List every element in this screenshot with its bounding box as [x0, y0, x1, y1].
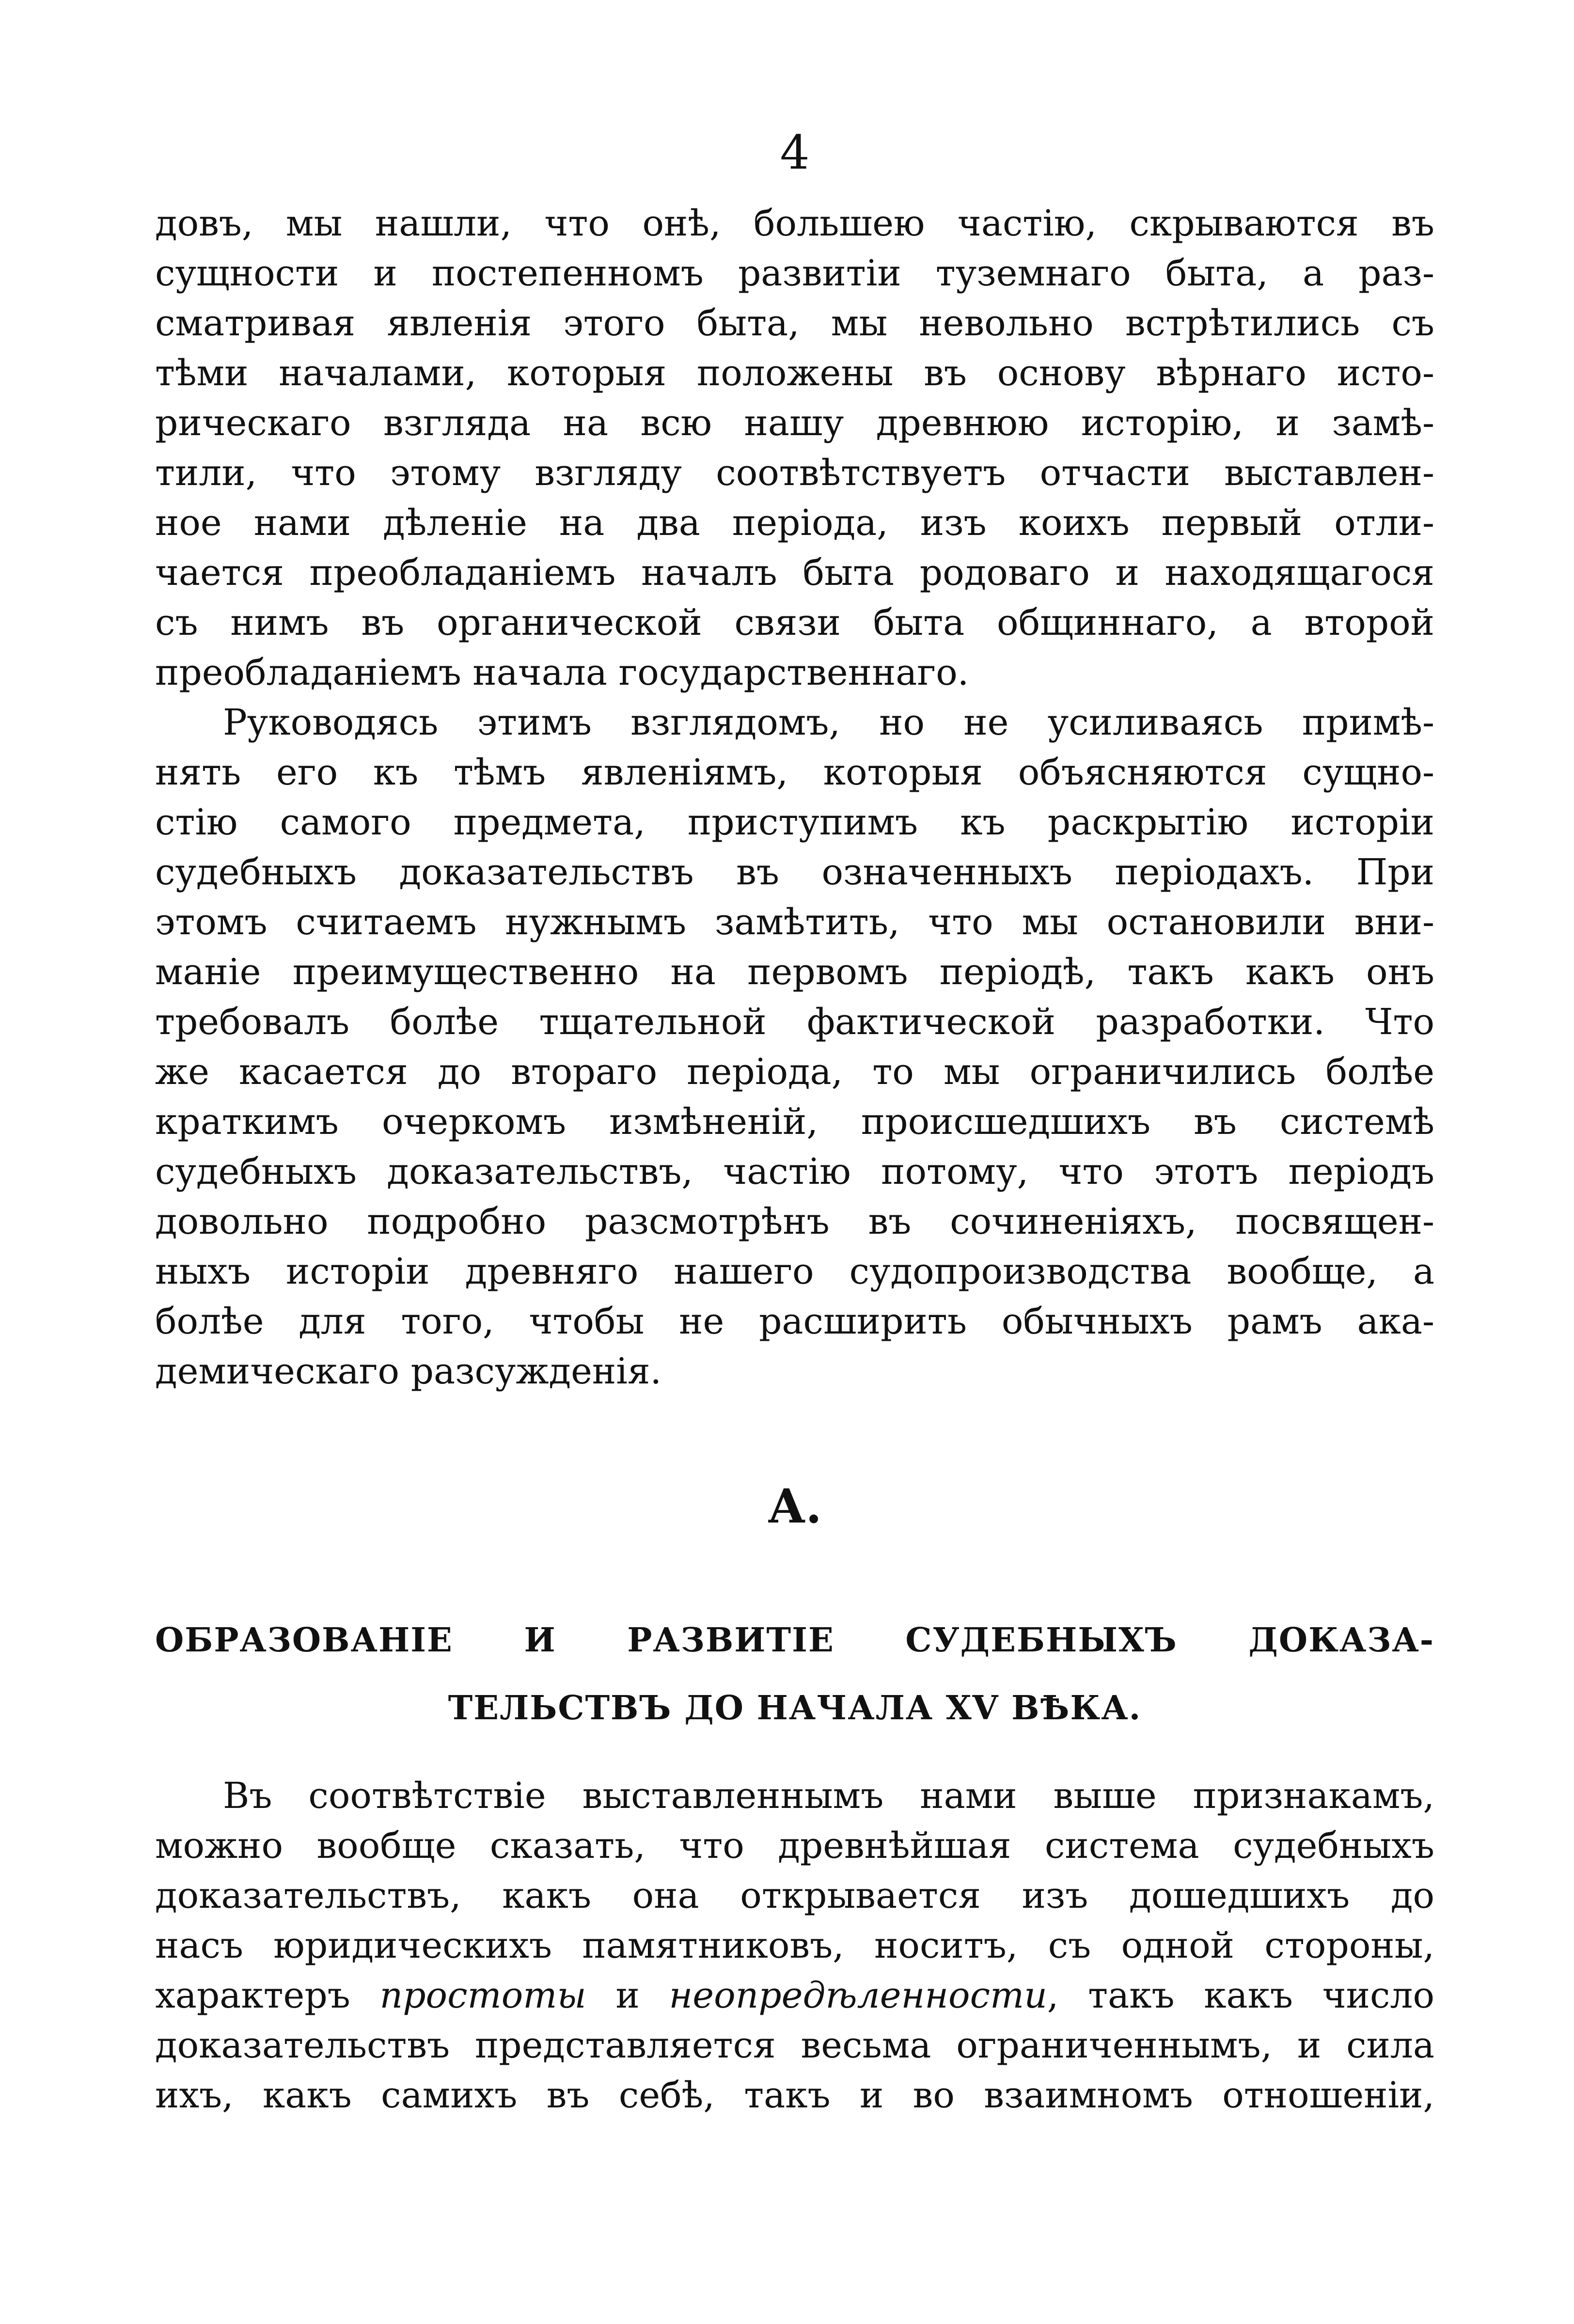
text-line: довольно подробно разсмотрѣнъ въ сочиненіяхъ, посвящен- — [155, 1201, 1434, 1242]
text-line: чается преобладаніемъ началъ быта родоваго и находящагося — [155, 552, 1434, 594]
text-line: болѣе для того, чтобы не расширить обычныхъ рамъ ака- — [155, 1301, 1434, 1342]
text-line: краткимъ очеркомъ измѣненій, происшедшихъ въ системѣ — [155, 1101, 1434, 1143]
section-title — [155, 1606, 1434, 1742]
text-line: ное нами дѣленіе на два періода, изъ коихъ первый отли- — [155, 502, 1434, 544]
text-line: судебныхъ доказательствъ, частію потому, что этотъ періодъ — [155, 1151, 1434, 1193]
text-line: нять его къ тѣмъ явленіямъ, которыя объясняются сущно- — [155, 752, 1434, 793]
text-line: преобладаніемъ начала государственнаго. — [155, 652, 969, 693]
text-line: доказательствъ, какъ она открывается изъ дошедшихъ до — [155, 1875, 1434, 1916]
text-line: довъ, мы нашли, что онѣ, большею частію, скрываются въ — [155, 203, 1434, 244]
document-page — [155, 126, 1434, 2297]
text-line: тѣми началами, которыя положены въ основу вѣрнаго исто- — [155, 352, 1434, 394]
text-line: этомъ считаемъ нужнымъ замѣтить, что мы остановили вни- — [155, 901, 1434, 943]
text-line: сматривая явленія этого быта, мы невольно встрѣтились съ — [155, 302, 1434, 344]
text-line: тили, что этому взгляду соотвѣтствуетъ отчасти выставлен- — [155, 452, 1434, 494]
text-run: и — [586, 1975, 669, 2016]
text-line: Въ соотвѣтствіе выставленнымъ нами выше признакамъ, — [223, 1775, 1434, 1817]
text-line: съ нимъ въ органической связи быта общиннаго, а второй — [155, 602, 1434, 644]
text-line: судебныхъ доказательствъ въ означенныхъ періодахъ. При — [155, 851, 1434, 893]
page-number: 4 — [780, 126, 810, 180]
paragraph-3 — [155, 1771, 1434, 2120]
text-line: маніе преимущественно на первомъ періодѣ, такъ какъ онъ — [155, 951, 1434, 993]
paragraph-1 — [155, 199, 1434, 698]
text-line-mixed — [155, 1971, 1434, 2021]
italic-term-simplicity: простоты — [379, 1975, 586, 2016]
text-run: характеръ — [155, 1975, 380, 2016]
text-line: рическаго взгляда на всю нашу древнюю исторію, и замѣ- — [155, 402, 1434, 444]
section-title-line-1: ОБРАЗОВАНІЕ И РАЗВИТІЕ СУДЕБНЫХЪ ДОКАЗА- — [155, 1621, 1434, 1660]
text-run: , такъ какъ число — [1047, 1975, 1434, 2016]
text-line: демическаго разсужденія. — [155, 1350, 662, 1392]
text-line: ихъ, какъ самихъ въ себѣ, такъ и во взаимномъ отношеніи, — [155, 2074, 1434, 2116]
text-line: ныхъ исторіи древняго нашего судопроизводства вообще, а — [155, 1251, 1434, 1292]
text-line: же касается до втораго періода, то мы ограничились болѣе — [155, 1051, 1434, 1093]
paragraph-2 — [155, 698, 1434, 1397]
text-line: сущности и постепенномъ развитіи туземнаго быта, а раз- — [155, 252, 1434, 294]
text-line: насъ юридическихъ памятниковъ, носитъ, съ одной стороны, — [155, 1925, 1434, 1966]
text-line: доказательствъ представляется весьма ограниченнымъ, и сила — [155, 2025, 1434, 2066]
text-line: стію самого предмета, приступимъ къ раскрытію исторіи — [155, 801, 1434, 843]
italic-term-indefiniteness: неопредѣленности — [669, 1975, 1047, 2016]
section-letter: А. — [768, 1479, 822, 1534]
text-line: можно вообще сказать, что древнѣйшая система судебныхъ — [155, 1825, 1434, 1867]
section-title-line-2: ТЕЛЬСТВЪ ДО НАЧАЛА XV ВѢКА. — [448, 1689, 1142, 1727]
text-line: Руководясь этимъ взглядомъ, но не усиливаясь примѣ- — [223, 702, 1434, 743]
text-line: требовалъ болѣе тщательной фактической разработки. Что — [155, 1001, 1434, 1043]
